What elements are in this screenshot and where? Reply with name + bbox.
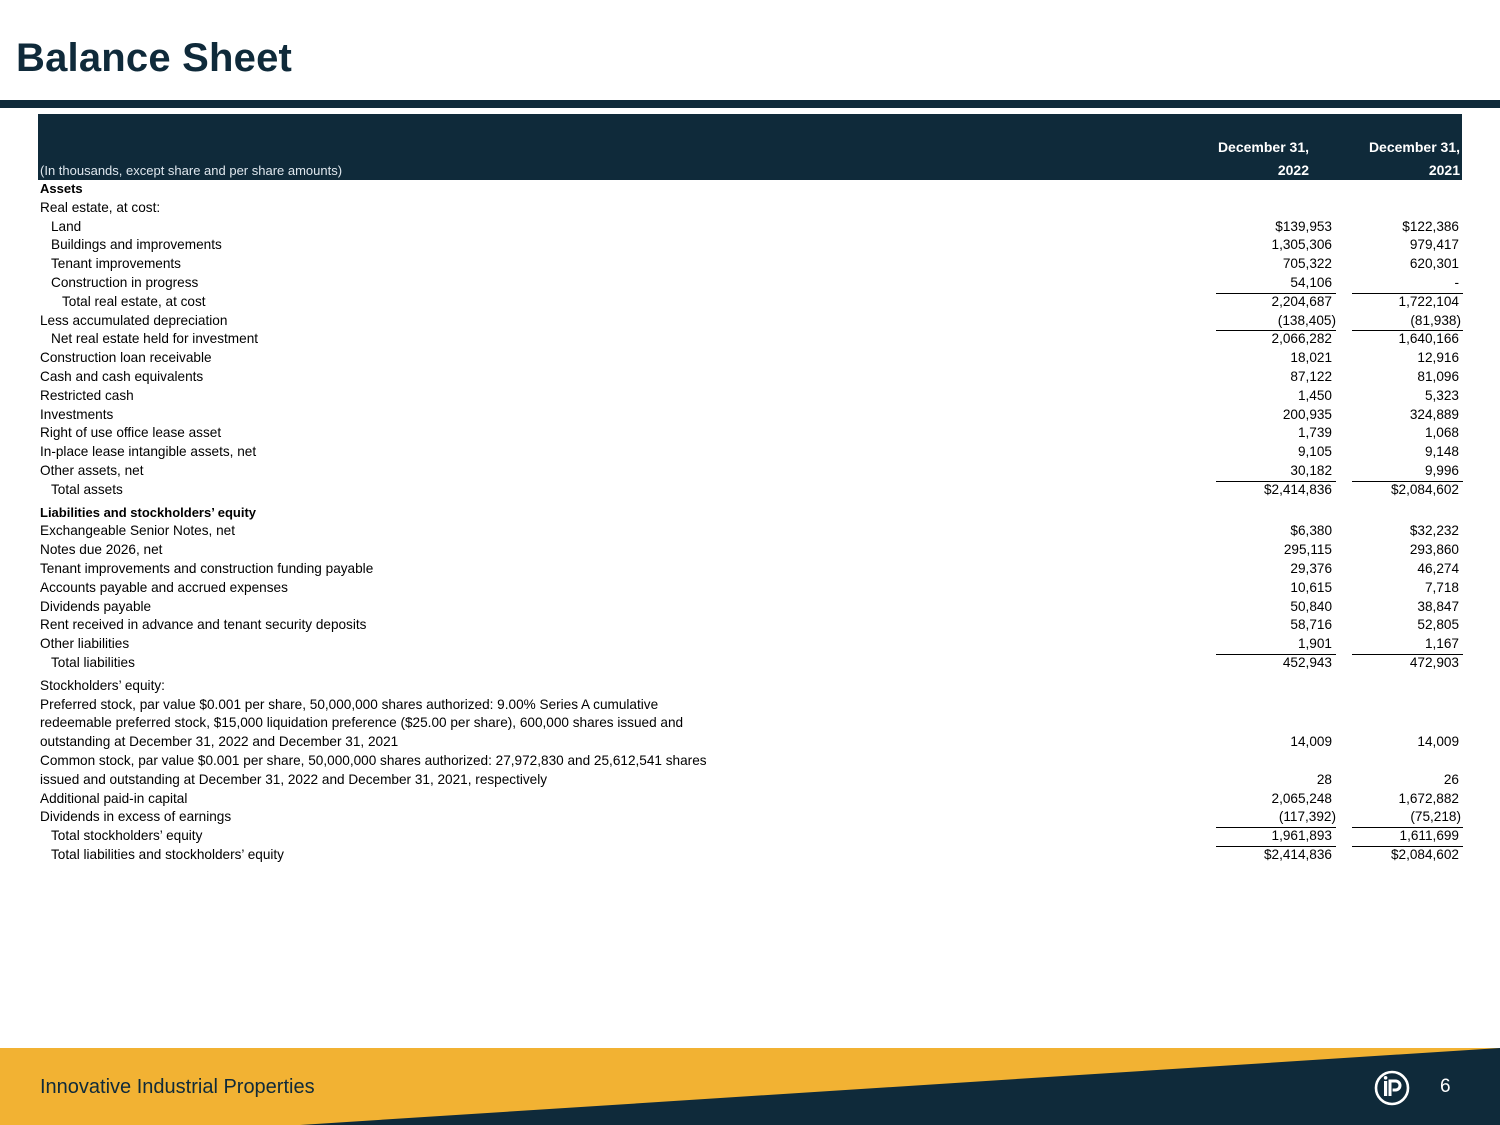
table-row: [38, 236, 1462, 255]
table-row: [38, 504, 1462, 523]
row-label: Total stockholders’ equity: [51, 828, 203, 844]
value-2021: 1,640,166: [1342, 330, 1459, 349]
value-2022: (138,405): [1277, 312, 1336, 328]
table-row: [38, 808, 1462, 827]
value-2021: 14,009: [1417, 734, 1459, 750]
row-label: Common stock, par value $0.001 per share, 50,000,000 shares authorized: 27,972,830 and 25,612,541 shares: [40, 752, 707, 768]
row-label: Total liabilities and stockholders’ equity: [51, 846, 284, 862]
table-row: [38, 406, 1462, 425]
table-row: [38, 654, 1462, 673]
value-2021: 293,860: [1409, 542, 1459, 558]
row-label: Cash and cash equivalents: [40, 368, 204, 384]
value-2022: $6,380: [1290, 523, 1332, 539]
row-label: Buildings and improvements: [51, 237, 222, 253]
table-row: [38, 522, 1462, 541]
value-2022: 58,716: [1290, 617, 1332, 633]
row-label: Stockholders’ equity:: [40, 677, 165, 693]
column-header-2021-line1: December 31,: [1368, 139, 1460, 155]
table-row: [38, 424, 1462, 443]
table-row: [38, 443, 1462, 462]
table-row: [38, 255, 1462, 274]
value-2022: 1,739: [1297, 425, 1332, 441]
value-2021: 472,903: [1342, 654, 1459, 673]
value-2022: (117,392): [1278, 809, 1336, 825]
row-label: Additional paid-in capital: [40, 790, 188, 806]
row-label: outstanding at December 31, 2022 and December 31, 2021: [40, 734, 399, 750]
table-row: [38, 560, 1462, 579]
table-body: [38, 180, 1462, 865]
table-row: [38, 274, 1462, 293]
value-2022: 50,840: [1290, 598, 1332, 614]
row-label: Exchangeable Senior Notes, net: [40, 523, 235, 539]
value-2022: 200,935: [1282, 406, 1332, 422]
value-2022: 14,009: [1290, 734, 1332, 750]
value-2021: 1,167: [1424, 636, 1459, 652]
value-2021: 26: [1443, 771, 1459, 787]
row-label: issued and outstanding at December 31, 2022 and December 31, 2021, respectively: [40, 771, 548, 787]
table-row: [38, 330, 1462, 349]
company-name: Innovative Industrial Properties: [40, 1076, 315, 1098]
units-note: (In thousands, except share and per share amounts): [40, 163, 343, 178]
row-label: Tenant improvements: [51, 256, 181, 272]
value-2021: 1,722,104: [1342, 293, 1459, 312]
value-2022: 9,105: [1297, 444, 1332, 460]
row-label: Total liabilities: [51, 654, 135, 670]
value-2022: $2,414,836: [1214, 846, 1332, 865]
value-2021: (81,938): [1410, 312, 1461, 328]
table-row: [38, 368, 1462, 387]
table-row: [38, 846, 1462, 865]
row-label: Net real estate held for investment: [51, 331, 259, 347]
value-2022: $139,953: [1275, 218, 1332, 234]
table-row: [38, 312, 1462, 331]
row-label: Less accumulated depreciation: [40, 312, 228, 328]
value-2022: 295,115: [1283, 542, 1332, 558]
balance-sheet-table: [38, 114, 1462, 865]
row-label: Preferred stock, par value $0.001 per share, 50,000,000 shares authorized: 9.00% Series A cumulative: [40, 696, 659, 712]
row-label: Other assets, net: [40, 462, 144, 478]
table-row: [38, 481, 1462, 500]
row-label: Notes due 2026, net: [40, 542, 163, 558]
value-2022: 18,021: [1290, 350, 1332, 366]
row-label: Dividends payable: [40, 598, 152, 614]
value-2021: 1,068: [1424, 425, 1459, 441]
table-row: [38, 677, 1462, 696]
value-2022: 28: [1316, 771, 1332, 787]
value-2022: $2,414,836: [1214, 481, 1332, 500]
table-row: [38, 199, 1462, 218]
table-row: [38, 293, 1462, 312]
value-2021: 324,889: [1409, 406, 1459, 422]
value-2021: $2,084,602: [1342, 481, 1459, 500]
value-2021: 7,718: [1424, 579, 1459, 595]
value-2021: $122,386: [1402, 218, 1459, 234]
table-row: [38, 387, 1462, 406]
value-2021: (75,218): [1410, 809, 1461, 825]
title-rule: [0, 100, 1500, 108]
row-label: Real estate, at cost:: [40, 199, 161, 215]
table-row: [38, 714, 1462, 733]
table-row: [38, 635, 1462, 654]
value-2022: 87,122: [1290, 368, 1332, 384]
value-2022: 2,065,248: [1271, 790, 1332, 806]
value-2022: 30,182: [1290, 462, 1332, 478]
row-label: Total assets: [51, 481, 123, 497]
value-2021: $32,232: [1409, 523, 1459, 539]
value-2022: 2,204,687: [1214, 293, 1332, 312]
value-2021: 9,148: [1424, 444, 1459, 460]
value-2021: 9,996: [1424, 462, 1459, 478]
value-2022: 10,615: [1290, 579, 1332, 595]
table-row: [38, 579, 1462, 598]
table-row: [38, 696, 1462, 715]
row-label: Other liabilities: [40, 636, 130, 652]
table-row: [38, 598, 1462, 617]
row-label: Rent received in advance and tenant security deposits: [40, 617, 367, 633]
value-2021: 1,611,699: [1342, 827, 1459, 846]
row-label: Liabilities and stockholders’ equity: [40, 504, 256, 520]
table-row: [38, 218, 1462, 237]
iip-logo-icon: [1374, 1070, 1410, 1106]
value-2021: 620,301: [1409, 256, 1459, 272]
table-row: [38, 790, 1462, 809]
value-2021: 52,805: [1417, 617, 1459, 633]
table-row: [38, 752, 1462, 771]
table-header: [38, 114, 1462, 180]
row-label: Assets: [40, 181, 83, 196]
row-label: In-place lease intangible assets, net: [40, 444, 257, 460]
row-label: Investments: [40, 406, 114, 422]
column-header-2021-line2: 2021: [1428, 162, 1460, 178]
value-2021: -: [1454, 274, 1459, 290]
value-2021: 1,672,882: [1398, 790, 1459, 806]
row-label: Right of use office lease asset: [40, 425, 222, 441]
table-row: [38, 349, 1462, 368]
value-2022: 2,066,282: [1214, 330, 1332, 349]
row-label: Restricted cash: [40, 387, 134, 403]
table-row: [38, 771, 1462, 790]
value-2022: 29,376: [1290, 560, 1332, 576]
value-2021: 46,274: [1417, 560, 1459, 576]
table-row: [38, 541, 1462, 560]
table-row: [38, 462, 1462, 481]
value-2022: 1,961,893: [1214, 827, 1332, 846]
row-label: Construction loan receivable: [40, 350, 212, 366]
footer: [0, 1048, 1500, 1125]
column-header-2022-line1: December 31,: [1217, 139, 1309, 155]
table-row: [38, 180, 1462, 199]
value-2021: 38,847: [1417, 598, 1459, 614]
column-header-2022-line2: 2022: [1277, 162, 1309, 178]
page-title: Balance Sheet: [16, 36, 293, 80]
value-2022: 1,901: [1297, 636, 1332, 652]
row-label: Accounts payable and accrued expenses: [40, 579, 288, 595]
row-label: Land: [51, 218, 82, 234]
row-label: Construction in progress: [51, 274, 199, 290]
value-2022: 1,305,306: [1271, 237, 1332, 253]
value-2021: 81,096: [1417, 368, 1459, 384]
value-2021: 979,417: [1409, 237, 1459, 253]
row-label: Total real estate, at cost: [62, 293, 206, 309]
page-number: 6: [1440, 1076, 1451, 1097]
row-label: Dividends in excess of earnings: [40, 809, 232, 825]
value-2022: 452,943: [1214, 654, 1332, 673]
value-2021: $2,084,602: [1342, 846, 1459, 865]
table-row: [38, 616, 1462, 635]
table-row: [38, 733, 1462, 752]
row-label: Tenant improvements and construction funding payable: [40, 560, 374, 576]
value-2022: 1,450: [1297, 387, 1332, 403]
value-2022: 705,322: [1282, 256, 1332, 272]
value-2022: 54,106: [1290, 274, 1332, 290]
value-2021: 5,323: [1424, 387, 1459, 403]
table-row: [38, 827, 1462, 846]
row-label: redeemable preferred stock, $15,000 liquidation preference ($25.00 per share), 600,000 shares issued and: [40, 715, 684, 731]
value-2021: 12,916: [1417, 350, 1459, 366]
